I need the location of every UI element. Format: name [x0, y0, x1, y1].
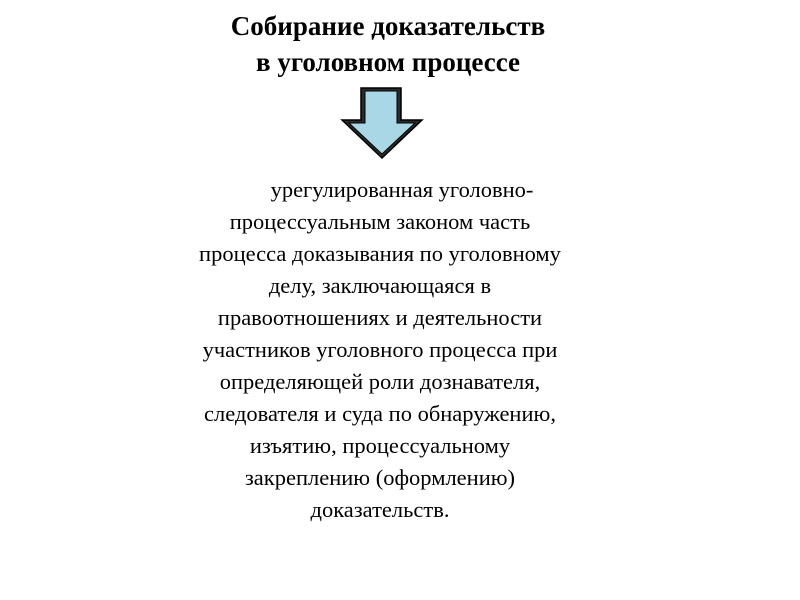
definition-line-2: процессуальным законом часть: [229, 209, 531, 234]
definition-line-4: делу, заключающаяся в: [268, 273, 492, 298]
slide-title: [0, 8, 776, 80]
arrow-down-icon: [339, 86, 425, 160]
definition-line-5: правоотношениях и деятельности: [217, 305, 543, 330]
definition-line-8: следователя и суда по обнаружению,: [204, 401, 556, 426]
title-line-1: Собирание доказательств: [230, 11, 546, 41]
definition-line-1: урегулированная уголовно-: [270, 177, 534, 202]
title-line-2: в уголовном процессе: [255, 47, 521, 77]
definition-line-10: закреплению (оформлению): [244, 465, 516, 490]
definition-line-11: доказательств.: [310, 497, 450, 522]
definition-line-6: участников уголовного процесса при: [202, 337, 558, 362]
definition-line-9: изъятию, процессуальному: [249, 433, 511, 458]
definition-line-3: процесса доказывания по уголовному: [199, 241, 561, 266]
definition-text: [160, 174, 600, 526]
definition-line-7: определяющей роли дознавателя,: [219, 369, 541, 394]
